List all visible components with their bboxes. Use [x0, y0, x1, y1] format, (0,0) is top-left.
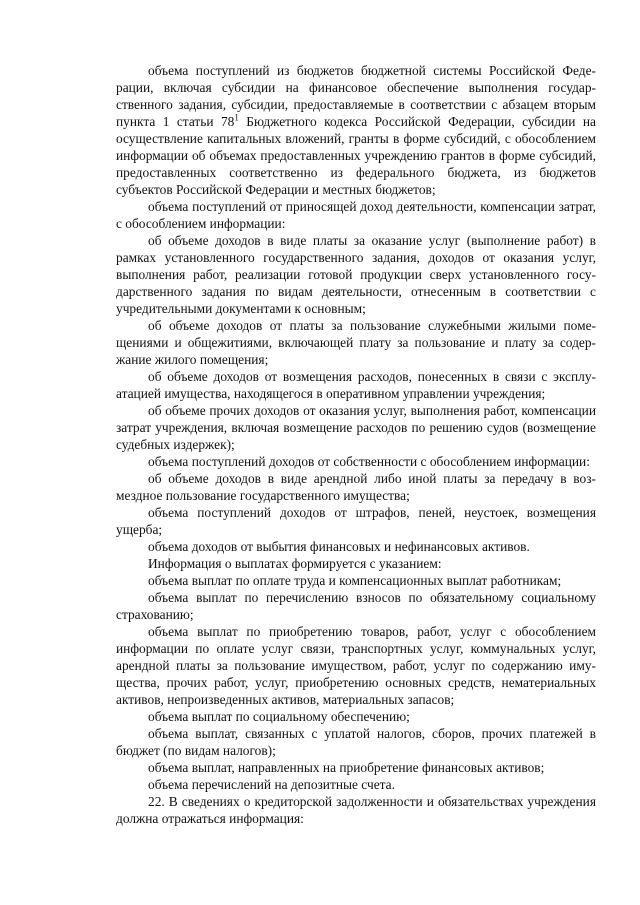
paragraph-budget-receipts — [116, 62, 596, 198]
paragraph: об объеме доходов в виде платы за оказание услуг (выполнение работ) в рамках установленного государственного задания, доходов от оказания услуг, выполнения работ, реализации готовой продукции сверх установленного государственного задания по видам деятельности, отнесенным в соответствии с учредительными документами к основным; — [116, 233, 596, 316]
paragraph: объема поступлений доходов от штрафов, пеней, неустоек, возмещения ущерба; — [116, 505, 596, 537]
paragraph: об объеме прочих доходов от оказания услуг, выполнения работ, компенсации затрат учреждения, включая возмещение расходов по решению судов (возмещение судебных издержек); — [116, 403, 596, 452]
paragraph: объема выплат по оплате труда и компенсационных выплат работникам; — [148, 573, 562, 588]
paragraph: объема поступлений доходов от собственности с обособлением информации: — [148, 454, 590, 469]
paragraph: объема выплат по перечислению взносов по обязательному социальному страхованию; — [116, 590, 596, 622]
paragraph: об объеме доходов в виде арендной либо иной платы за передачу в возмездное пользование государственного имущества; — [116, 471, 596, 503]
paragraph-text: Бюджетного кодекса Российской Федерации, субсидии на осуществление капитальных вложений, гранты в форме субсидий, с обособлением информации об объемах предоставленных учреждению грантов в форме субсидий, предоставленных соответственно из федерального бюджета, из бюджетов субъектов Российской Федерации и местных бюджетов; — [116, 114, 597, 197]
paragraph: об объеме доходов от платы за пользование служебными жилыми помещениями и общежитиями, включающей плату за пользование и плату за содержание жилого помещения; — [116, 318, 596, 367]
paragraph: объема доходов от выбытия финансовых и нефинансовых активов. — [148, 539, 530, 554]
paragraph: Информация о выплатах формируется с указанием: — [148, 556, 442, 571]
superscript-index: 1 — [234, 112, 239, 123]
paragraph: объема выплат по социальному обеспечению; — [148, 709, 410, 724]
paragraph: объема выплат, направленных на приобретение финансовых активов; — [148, 760, 545, 775]
paragraph: объема перечислений на депозитные счета. — [148, 777, 395, 792]
document-body — [116, 62, 596, 827]
paragraph: объема выплат по приобретению товаров, работ, услуг с обособлением информации по оплате услуг связи, транспортных услуг, коммунальных услуг, арендной платы за пользование имуществом, работ, услуг по содержанию имущества, прочих работ, услуг, приобретению основных средств, нематериальных активов, непроизведенных активов, материальных запасов; — [116, 624, 596, 707]
paragraph: объема поступлений от приносящей доход деятельности, компенсации затрат, с обособлением информации: — [116, 199, 596, 231]
paragraph: об объеме доходов от возмещения расходов, понесенных в связи с эксплуатацией имущества, находящегося в оперативном управлении учреждения; — [116, 369, 596, 401]
paragraph: объема выплат, связанных с уплатой налогов, сборов, прочих платежей в бюджет (по видам налогов); — [116, 726, 596, 758]
paragraph-section-22: 22. В сведениях о кредиторской задолженности и обязательствах учреждения должна отражаться информация: — [116, 794, 596, 826]
paragraph-text: объема поступлений из бюджетов бюджетной системы Российской Федерации, включая субсидии на финансовое обеспечение выполнения государственного задания, субсидии, предоставляемые в соответствии с абзацем вторым пункта 1 статьи 78 — [116, 63, 596, 129]
